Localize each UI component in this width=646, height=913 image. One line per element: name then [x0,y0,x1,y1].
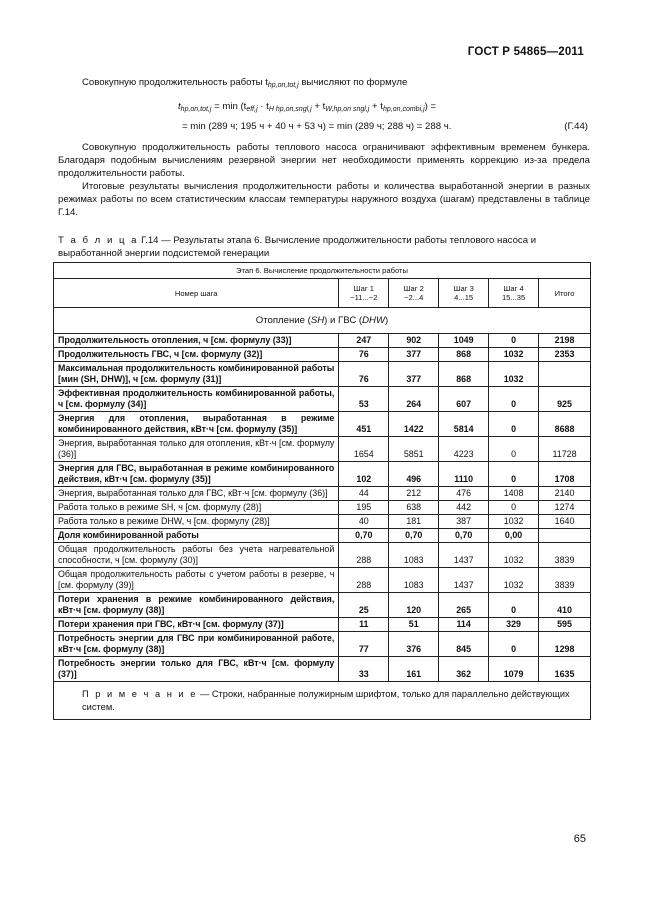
row-label: Работа только в режиме DHW, ч [см. формулу (28)] [54,515,339,529]
row-value-step-3: 265 [439,593,489,618]
row-value-step-3: 0,70 [439,529,489,543]
row-label: Общая продолжительность работы с учетом работы в резерве, ч [см. формулу (39)] [54,568,339,593]
step-header-1: Шаг 1 −11...−2 [339,279,389,308]
row-value-step-4: 0 [489,334,539,348]
row-value-step-1: 77 [339,632,389,657]
standard-header: ГОСТ Р 54865—2011 [467,46,584,58]
row-value-step-1: 247 [339,334,389,348]
table-row [54,543,591,568]
table-row [54,593,591,618]
row-value-step-4: 329 [489,618,539,632]
intro-paragraph [58,76,590,92]
row-value-step-2: 51 [389,618,439,632]
row-label: Работа только в режиме SH, ч [см. формулу (28)] [54,501,339,515]
intro-tail: вычисляют по формуле [298,77,408,88]
row-value-step-4: 0 [489,412,539,437]
row-value-step-4: 1032 [489,515,539,529]
row-total: 3839 [539,543,591,568]
row-value-step-1: 33 [339,657,389,682]
row-value-step-4: 1408 [489,487,539,501]
row-value-step-2: 1422 [389,412,439,437]
row-total: 1274 [539,501,591,515]
row-value-step-1: 195 [339,501,389,515]
table-row [54,529,591,543]
row-value-step-2: 161 [389,657,439,682]
row-value-step-3: 362 [439,657,489,682]
row-total: 11728 [539,437,591,462]
row-value-step-1: 25 [339,593,389,618]
total-header: Итого [539,279,591,308]
stage-title-row [54,263,591,279]
row-value-step-4: 0,00 [489,529,539,543]
row-value-step-2: 181 [389,515,439,529]
row-label: Потери хранения при ГВС, кВт·ч [см. формулу (37)] [54,618,339,632]
paragraph-2: Итоговые результаты вычисления продолжительности работы и количества выработанной энергии в разных режимах работы по всем статистическим классам температуры наружного воздуха (шагам) представлены в таблице Г.14. [58,181,590,218]
table-note [54,682,591,720]
row-value-step-3: 442 [439,501,489,515]
table-row [54,387,591,412]
row-value-step-3: 1049 [439,334,489,348]
row-value-step-4: 0 [489,437,539,462]
row-value-step-1: 53 [339,387,389,412]
page-number: 65 [573,833,586,845]
row-value-step-4: 1079 [489,657,539,682]
row-value-step-3: 607 [439,387,489,412]
row-value-step-2: 120 [389,593,439,618]
row-value-step-4: 0 [489,593,539,618]
row-total: 410 [539,593,591,618]
row-total [539,529,591,543]
step-header-2: Шаг 2 −2...4 [389,279,439,308]
row-total: 595 [539,618,591,632]
row-label: Эффективная продолжительность комбинированной работы, ч [см. формулу (34)] [54,387,339,412]
row-value-step-2: 638 [389,501,439,515]
row-label: Энергия для ГВС, выработанная в режиме комбинированного действия, кВт·ч [см. формулу (35)] [54,462,339,487]
row-value-step-1: 11 [339,618,389,632]
equation-number: (Г.44) [564,121,588,132]
table-row [54,348,591,362]
row-value-step-2: 1083 [389,568,439,593]
row-value-step-3: 4223 [439,437,489,462]
table-row [54,487,591,501]
row-value-step-4: 0 [489,632,539,657]
row-value-step-2: 377 [389,362,439,387]
table-row [54,632,591,657]
row-value-step-3: 5814 [439,412,489,437]
row-value-step-4: 1032 [489,543,539,568]
section-title: Отопление (SH) и ГВС (DHW) [54,308,591,334]
row-label: Продолжительность отопления, ч [см. формулу (33)] [54,334,339,348]
table-row [54,362,591,387]
row-total: 925 [539,387,591,412]
intro-text: Совокупную продолжительность работы t [82,77,268,88]
table-row [54,618,591,632]
col-step-header: Номер шага [54,279,339,308]
row-value-step-1: 0,70 [339,529,389,543]
row-value-step-1: 102 [339,462,389,487]
row-total: 2198 [539,334,591,348]
step-header-3: Шаг 3 4...15 [439,279,489,308]
row-value-step-3: 1437 [439,543,489,568]
row-value-step-4: 0 [489,387,539,412]
row-value-step-4: 1032 [489,348,539,362]
row-value-step-4: 0 [489,501,539,515]
row-total: 3839 [539,568,591,593]
table-row [54,437,591,462]
row-total: 8688 [539,412,591,437]
row-total: 1298 [539,632,591,657]
row-total: 1708 [539,462,591,487]
row-value-step-3: 387 [439,515,489,529]
row-total: 2140 [539,487,591,501]
row-total: 2353 [539,348,591,362]
table-row [54,515,591,529]
row-value-step-3: 868 [439,362,489,387]
table-row [54,412,591,437]
results-table [53,262,591,720]
row-value-step-3: 845 [439,632,489,657]
row-label: Максимальная продолжительность комбинированной работы [мин (SH, DHW)], ч [см. формулу (31)] [54,362,339,387]
stage-title: Этап 6. Вычисление продолжительности работы [54,263,591,279]
row-value-step-3: 1437 [439,568,489,593]
table-row [54,568,591,593]
table-row [54,462,591,487]
table-row [54,334,591,348]
row-value-step-3: 868 [439,348,489,362]
row-value-step-1: 288 [339,543,389,568]
row-label: Энергия для отопления, выработанная в режиме комбинированного действия, кВт·ч [см. формулу (35)] [54,412,339,437]
caption-label: Т а б л и ц а [58,235,139,246]
row-total [539,362,591,387]
table-row [54,501,591,515]
intro-subscript: hp,on,tot,j [267,82,299,89]
row-label: Общая продолжительность работы без учета нагревательной способности, ч [см. формулу (30)] [54,543,339,568]
row-value-step-2: 902 [389,334,439,348]
row-value-step-2: 376 [389,632,439,657]
note-label: П р и м е ч а н и е [82,689,198,699]
formula-line-2: = min (289 ч; 195 ч + 40 ч + 53 ч) = min (289 ч; 288 ч) = 288 ч. [182,121,452,132]
row-label: Потребность энергии только для ГВС, кВт·ч [см. формулу (37)] [54,657,339,682]
paragraph-1: Совокупную продолжительность работы теплового насоса ограничивают эффективным временем бункера. Благодаря подобным вычислениям резервной энергии нет необходимости применять коррекцию из-за предела продолжительности работы. [58,142,590,179]
row-value-step-2: 496 [389,462,439,487]
row-value-step-1: 76 [339,348,389,362]
row-value-step-2: 377 [389,348,439,362]
row-value-step-1: 76 [339,362,389,387]
row-value-step-2: 1083 [389,543,439,568]
row-label: Энергия, выработанная только для ГВС, кВт·ч [см. формулу (36)] [54,487,339,501]
formula-line-1: $t_{hp,on,tot,j} = \min (t_{eff,j} \cdot t_{H hp,on,sngl,j} + t_{W,hp,on sngl,j} + t_{hp,on,combi,j})$ = [178,101,437,113]
row-total: 1635 [539,657,591,682]
row-value-step-1: 288 [339,568,389,593]
row-value-step-2: 0,70 [389,529,439,543]
row-label: Потребность энергии для ГВС при комбинированной работе, кВт·ч [см. формулу (38)] [54,632,339,657]
table-caption [58,235,592,260]
row-label: Потери хранения в режиме комбинированного действия, кВт·ч [см. формулу (38)] [54,593,339,618]
row-label: Энергия, выработанная только для отопления, кВт·ч [см. формулу (36)] [54,437,339,462]
header-row [54,279,591,308]
row-value-step-2: 5851 [389,437,439,462]
row-value-step-1: 451 [339,412,389,437]
row-value-step-1: 1654 [339,437,389,462]
row-value-step-1: 40 [339,515,389,529]
note-text: — Строки, набранные полужирным шрифтом, только для параллельно действующих систем. [82,689,570,712]
note-row [54,682,591,720]
table-row [54,657,591,682]
row-value-step-3: 1110 [439,462,489,487]
row-value-step-1: 44 [339,487,389,501]
row-total: 1640 [539,515,591,529]
caption-text: Г.14 — Результаты этапа 6. Вычисление продолжительности работы теплового насоса и выработанной энергии подсистемой генерации [58,235,537,259]
row-label: Доля комбинированной работы [54,529,339,543]
row-label: Продолжительность ГВС, ч [см. формулу (32)] [54,348,339,362]
row-value-step-4: 0 [489,462,539,487]
section-row [54,308,591,334]
row-value-step-2: 212 [389,487,439,501]
row-value-step-2: 264 [389,387,439,412]
row-value-step-4: 1032 [489,568,539,593]
row-value-step-4: 1032 [489,362,539,387]
step-header-4: Шаг 4 15...35 [489,279,539,308]
row-value-step-3: 476 [439,487,489,501]
row-value-step-3: 114 [439,618,489,632]
